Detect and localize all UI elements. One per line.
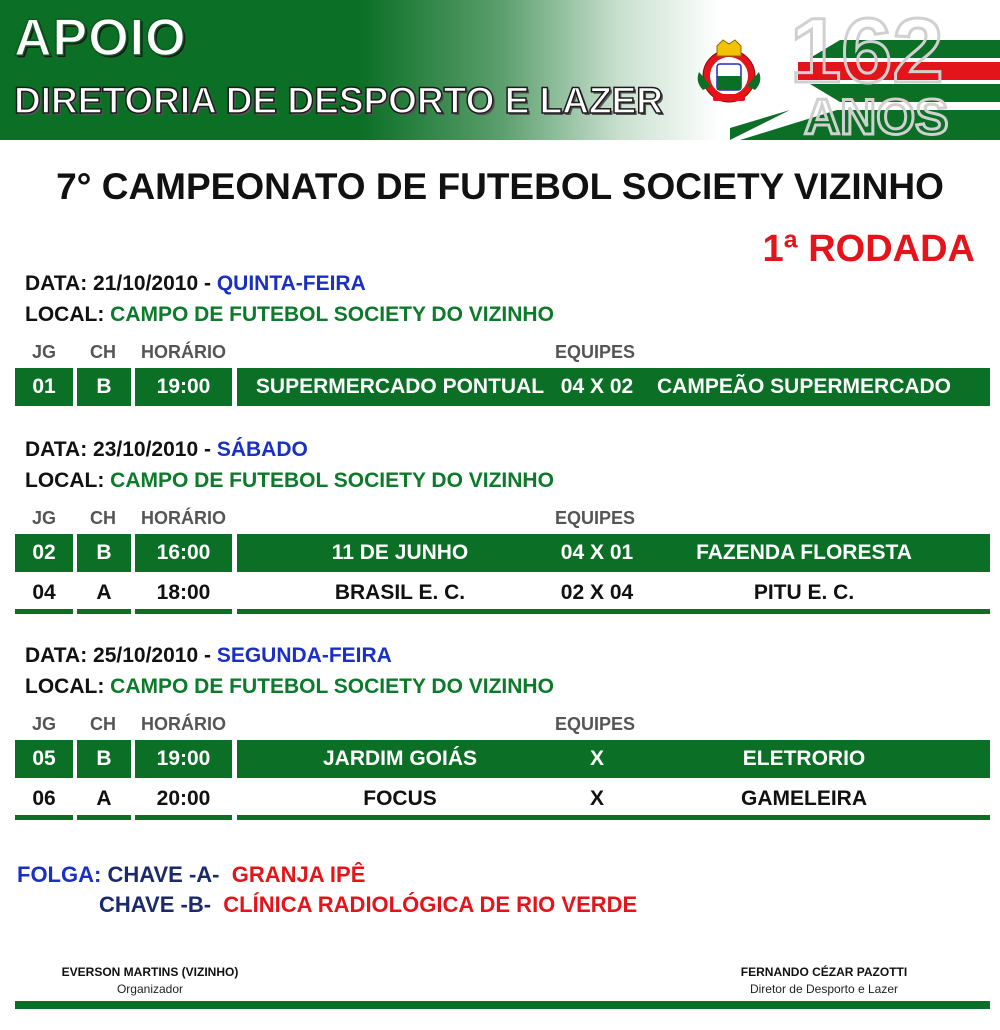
game-number: 01 (15, 368, 73, 406)
away-team: CAMPEÃO SUPERMERCADO (657, 375, 952, 398)
signature-role: Diretor de Desporto e Lazer (749, 982, 899, 996)
col-header-horario: HORÁRIO (141, 342, 226, 362)
weekday: SÁBADO (216, 438, 308, 461)
local-line (25, 675, 554, 699)
game-key: B (77, 740, 131, 778)
signature-role: Organizador (116, 982, 184, 996)
date-value: 25/10/2010 (93, 644, 199, 667)
col-header-equipes: EQUIPES (555, 342, 636, 362)
anniversary-flag (730, 0, 1000, 140)
date-line: DATA: 21/10/2010 - QUINTA-FEIRA (25, 272, 366, 295)
header-diretoria: DIRETORIA DE DESPORTO E LAZER (14, 80, 663, 121)
signature-name: EVERSON MARTINS (VIZINHO) (61, 965, 239, 979)
home-team: 11 DE JUNHO (331, 541, 469, 564)
folga-key-a: CHAVE -A- (107, 862, 220, 887)
game-row (15, 534, 990, 572)
game-key: B (77, 368, 131, 406)
header-banner (0, 0, 1000, 140)
col-header-horario: HORÁRIO (141, 714, 226, 734)
game-score: 04 X 02 (560, 375, 634, 398)
weekday: SEGUNDA-FEIRA (216, 644, 392, 667)
local-label: LOCAL: (25, 675, 105, 698)
anniversary-word: ANOS (804, 89, 949, 140)
date-label: DATA: (25, 644, 88, 667)
date-label: DATA: (25, 438, 88, 461)
game-time: 19:00 (135, 740, 232, 778)
game-time: 20:00 (135, 782, 232, 820)
local-label: LOCAL: (25, 303, 105, 326)
col-header-ch: CH (90, 714, 116, 734)
signature-name: FERNANDO CÉZAR PAZOTTI (740, 965, 908, 979)
col-header-ch: CH (90, 342, 116, 362)
round-title: 1ª RODADA (762, 228, 975, 270)
home-team: FOCUS (363, 786, 437, 810)
col-header-jg: JG (32, 342, 57, 362)
footer-divider (15, 1001, 990, 1009)
date-line: DATA: 25/10/2010 - SEGUNDA-FEIRA (25, 644, 392, 667)
local-line (25, 303, 554, 327)
signature-organizer (58, 965, 242, 996)
signature-director (726, 965, 922, 996)
game-time: 19:00 (135, 368, 232, 406)
header-apoio: APOIO (14, 9, 187, 67)
col-header-equipes: EQUIPES (555, 714, 636, 734)
game-score: 04 X 01 (560, 541, 634, 564)
home-team: JARDIM GOIÁS (322, 747, 477, 770)
page-title: 7° CAMPEONATO DE FUTEBOL SOCIETY VIZINHO (56, 166, 944, 207)
game-teams (237, 534, 990, 572)
folga-label: FOLGA: (17, 862, 102, 887)
date-line: DATA: 23/10/2010 - SÁBADO (25, 438, 308, 461)
col-header-ch: CH (90, 508, 116, 528)
anniversary-number: 162 (790, 0, 944, 102)
game-number: 05 (15, 740, 73, 778)
folga-key-b: CHAVE -B- (99, 892, 212, 917)
game-row (15, 368, 990, 406)
col-header-jg: JG (32, 714, 57, 734)
local-value: CAMPO DE FUTEBOL SOCIETY DO VIZINHO (110, 303, 554, 326)
game-key: B (77, 534, 131, 572)
local-line (25, 469, 554, 493)
away-team: GAMELEIRA (741, 786, 867, 810)
game-row (15, 782, 990, 820)
game-number: 04 (15, 576, 73, 614)
municipal-crest-icon (693, 36, 765, 104)
game-score: 02 X 04 (560, 580, 634, 604)
game-number: 06 (15, 782, 73, 820)
game-teams (237, 576, 990, 614)
game-row (15, 576, 990, 614)
game-number: 02 (15, 534, 73, 572)
local-label: LOCAL: (25, 469, 105, 492)
local-value: CAMPO DE FUTEBOL SOCIETY DO VIZINHO (110, 469, 554, 492)
game-teams (237, 740, 990, 778)
game-time: 16:00 (135, 534, 232, 572)
game-key: A (77, 576, 131, 614)
home-team: SUPERMERCADO PONTUAL (255, 375, 545, 398)
col-header-equipes: EQUIPES (555, 508, 636, 528)
col-header-jg: JG (32, 508, 57, 528)
date-label: DATA: (25, 272, 88, 295)
away-team: FAZENDA FLORESTA (696, 541, 912, 564)
game-key: A (77, 782, 131, 820)
weekday: QUINTA-FEIRA (216, 272, 366, 295)
game-time: 18:00 (135, 576, 232, 614)
date-value: 21/10/2010 (93, 272, 199, 295)
game-teams (237, 782, 990, 820)
home-team: BRASIL E. C. (334, 580, 466, 604)
away-team: ELETRORIO (742, 747, 866, 770)
game-score: X (589, 786, 604, 810)
date-value: 23/10/2010 (93, 438, 199, 461)
folga-team-a: GRANJA IPÊ (231, 862, 366, 887)
game-score: X (589, 747, 604, 770)
local-value: CAMPO DE FUTEBOL SOCIETY DO VIZINHO (110, 675, 554, 698)
game-row (15, 740, 990, 778)
folga-section (17, 860, 637, 920)
folga-team-b: CLÍNICA RADIOLÓGICA DE RIO VERDE (223, 892, 638, 917)
game-teams (237, 368, 990, 406)
away-team: PITU E. C. (753, 580, 855, 604)
col-header-horario: HORÁRIO (141, 508, 226, 528)
